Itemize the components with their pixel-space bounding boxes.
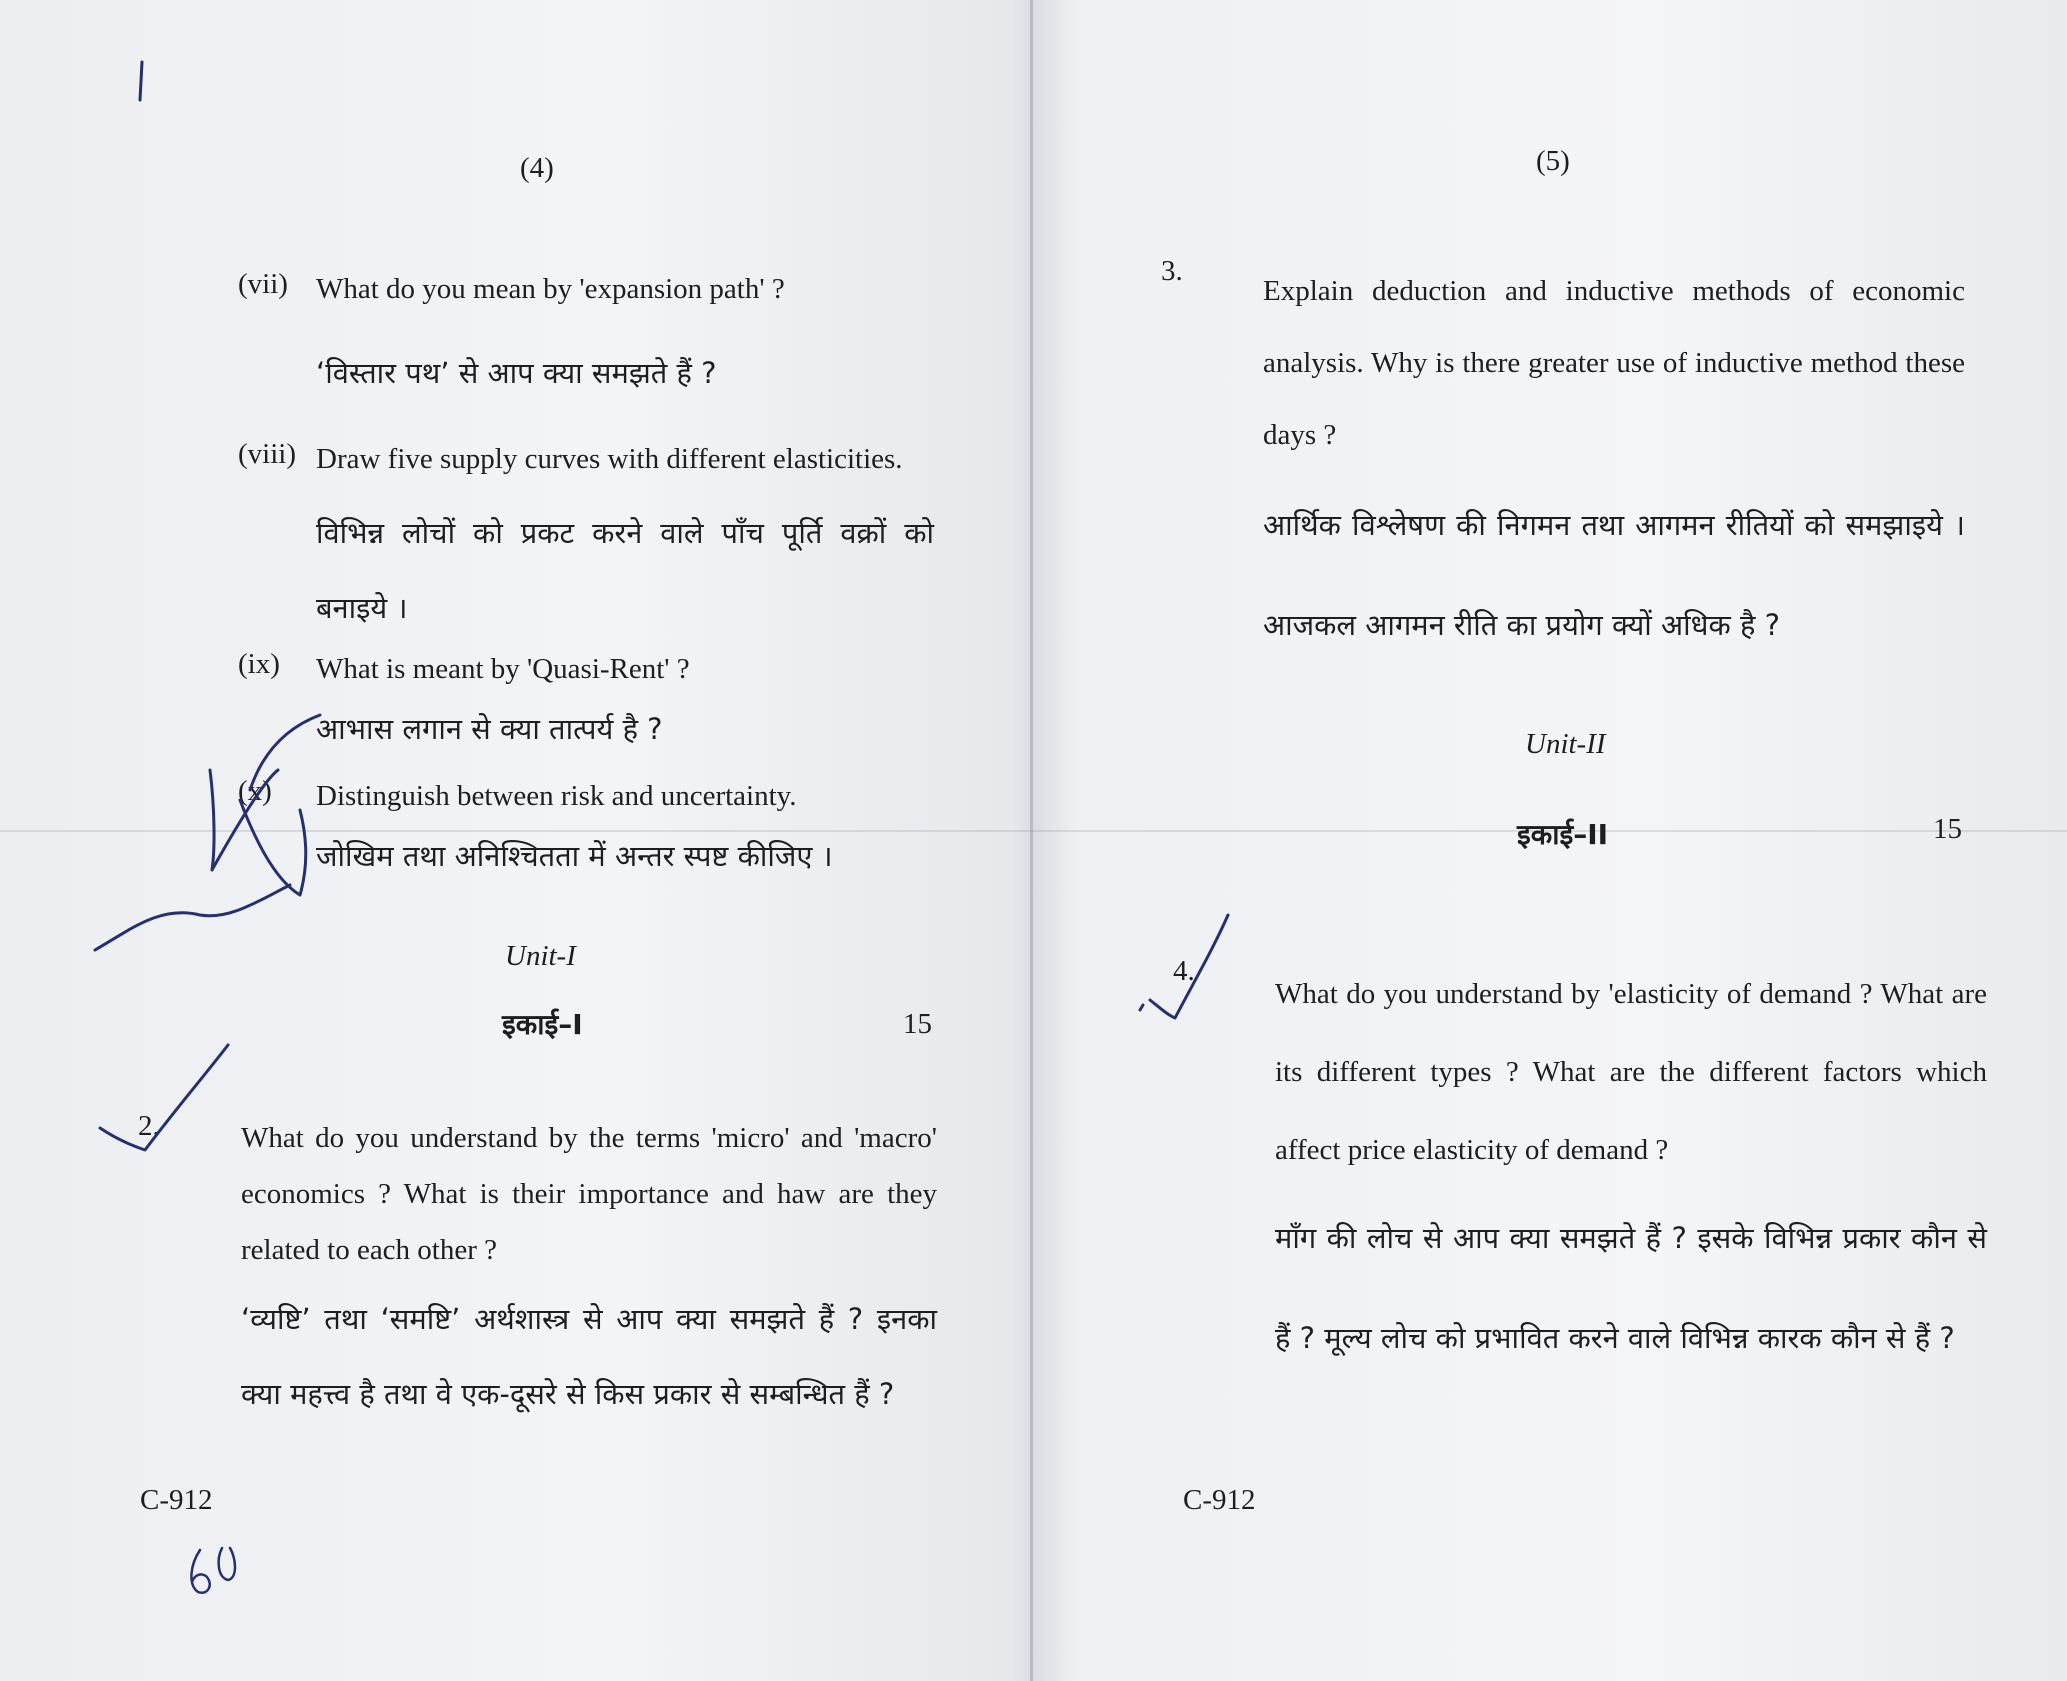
question-label: 4. — [1173, 955, 1195, 987]
unit-marks: 15 — [1933, 813, 1962, 845]
question-hindi: आर्थिक विश्लेषण की निगमन तथा आगमन रीतियों को समझाइये । आजकल आगमन रीति का प्रयोग क्यों अधिक है ? — [1263, 508, 1965, 642]
question-english: What do you understand by 'elasticity of demand ? What are its different types ? What are the different factors which affect price elasticity of demand ? — [1275, 978, 1987, 1166]
paper-code: C-912 — [1183, 1484, 1256, 1516]
question-label: (x) — [238, 775, 272, 807]
question-hindi: जोखिम तथा अनिश्चितता में अन्तर स्पष्ट कीजिए । — [316, 839, 833, 873]
left-page — [0, 0, 1030, 1681]
unit-title-hindi: इकाई–II — [1517, 818, 1609, 851]
right-page — [1033, 0, 2067, 1681]
question-hindi: आभास लगान से क्या तात्पर्य है ? — [316, 712, 663, 746]
unit-marks: 15 — [903, 1008, 932, 1040]
page-number: (5) — [1536, 145, 1570, 177]
question-hindi: विभिन्न लोचों को प्रकट करने वाले पाँच पूर्ति वक्रों को बनाइये । — [316, 516, 934, 625]
question-label: (ix) — [238, 648, 280, 680]
question-english: What do you mean by 'expansion path' ? — [316, 273, 785, 305]
question-english: Draw five supply curves with different elasticities. — [316, 443, 903, 475]
page-number: (4) — [520, 152, 554, 184]
question-english: What is meant by 'Quasi-Rent' ? — [316, 653, 690, 685]
question-label: (viii) — [238, 438, 296, 470]
unit-title-hindi: इकाई–I — [502, 1008, 583, 1041]
question-label: (vii) — [238, 268, 288, 300]
question-hindi: माँग की लोच से आप क्या समझते हैं ? इसके विभिन्न प्रकार कौन से हैं ? मूल्य लोच को प्रभावित करने वाले विभिन्न कारक कौन से हैं ? — [1275, 1221, 1987, 1355]
question-label: 2. — [138, 1110, 160, 1142]
question-hindi: ‘विस्तार पथ’ से आप क्या समझते हैं ? — [316, 356, 717, 390]
unit-title-english: Unit-I — [505, 940, 576, 972]
paper-code: C-912 — [140, 1484, 213, 1516]
unit-title-english: Unit-II — [1525, 728, 1606, 760]
question-english: Distinguish between risk and uncertainty. — [316, 780, 797, 812]
question-hindi: ‘व्यष्टि’ तथा ‘समष्टि’ अर्थशास्त्र से आप क्या समझते हैं ? इनका क्या महत्त्व है तथा वे एक-दूसरे से किस प्रकार से सम्बन्धित हैं ? — [241, 1302, 937, 1411]
question-label: 3. — [1161, 255, 1183, 287]
question-english: What do you understand by the terms 'micro' and 'macro' economics ? What is their importance and haw are they related to each other ? — [241, 1122, 937, 1266]
question-english: Explain deduction and inductive methods of economic analysis. Why is there greater use of inductive method these days ? — [1263, 275, 1965, 451]
